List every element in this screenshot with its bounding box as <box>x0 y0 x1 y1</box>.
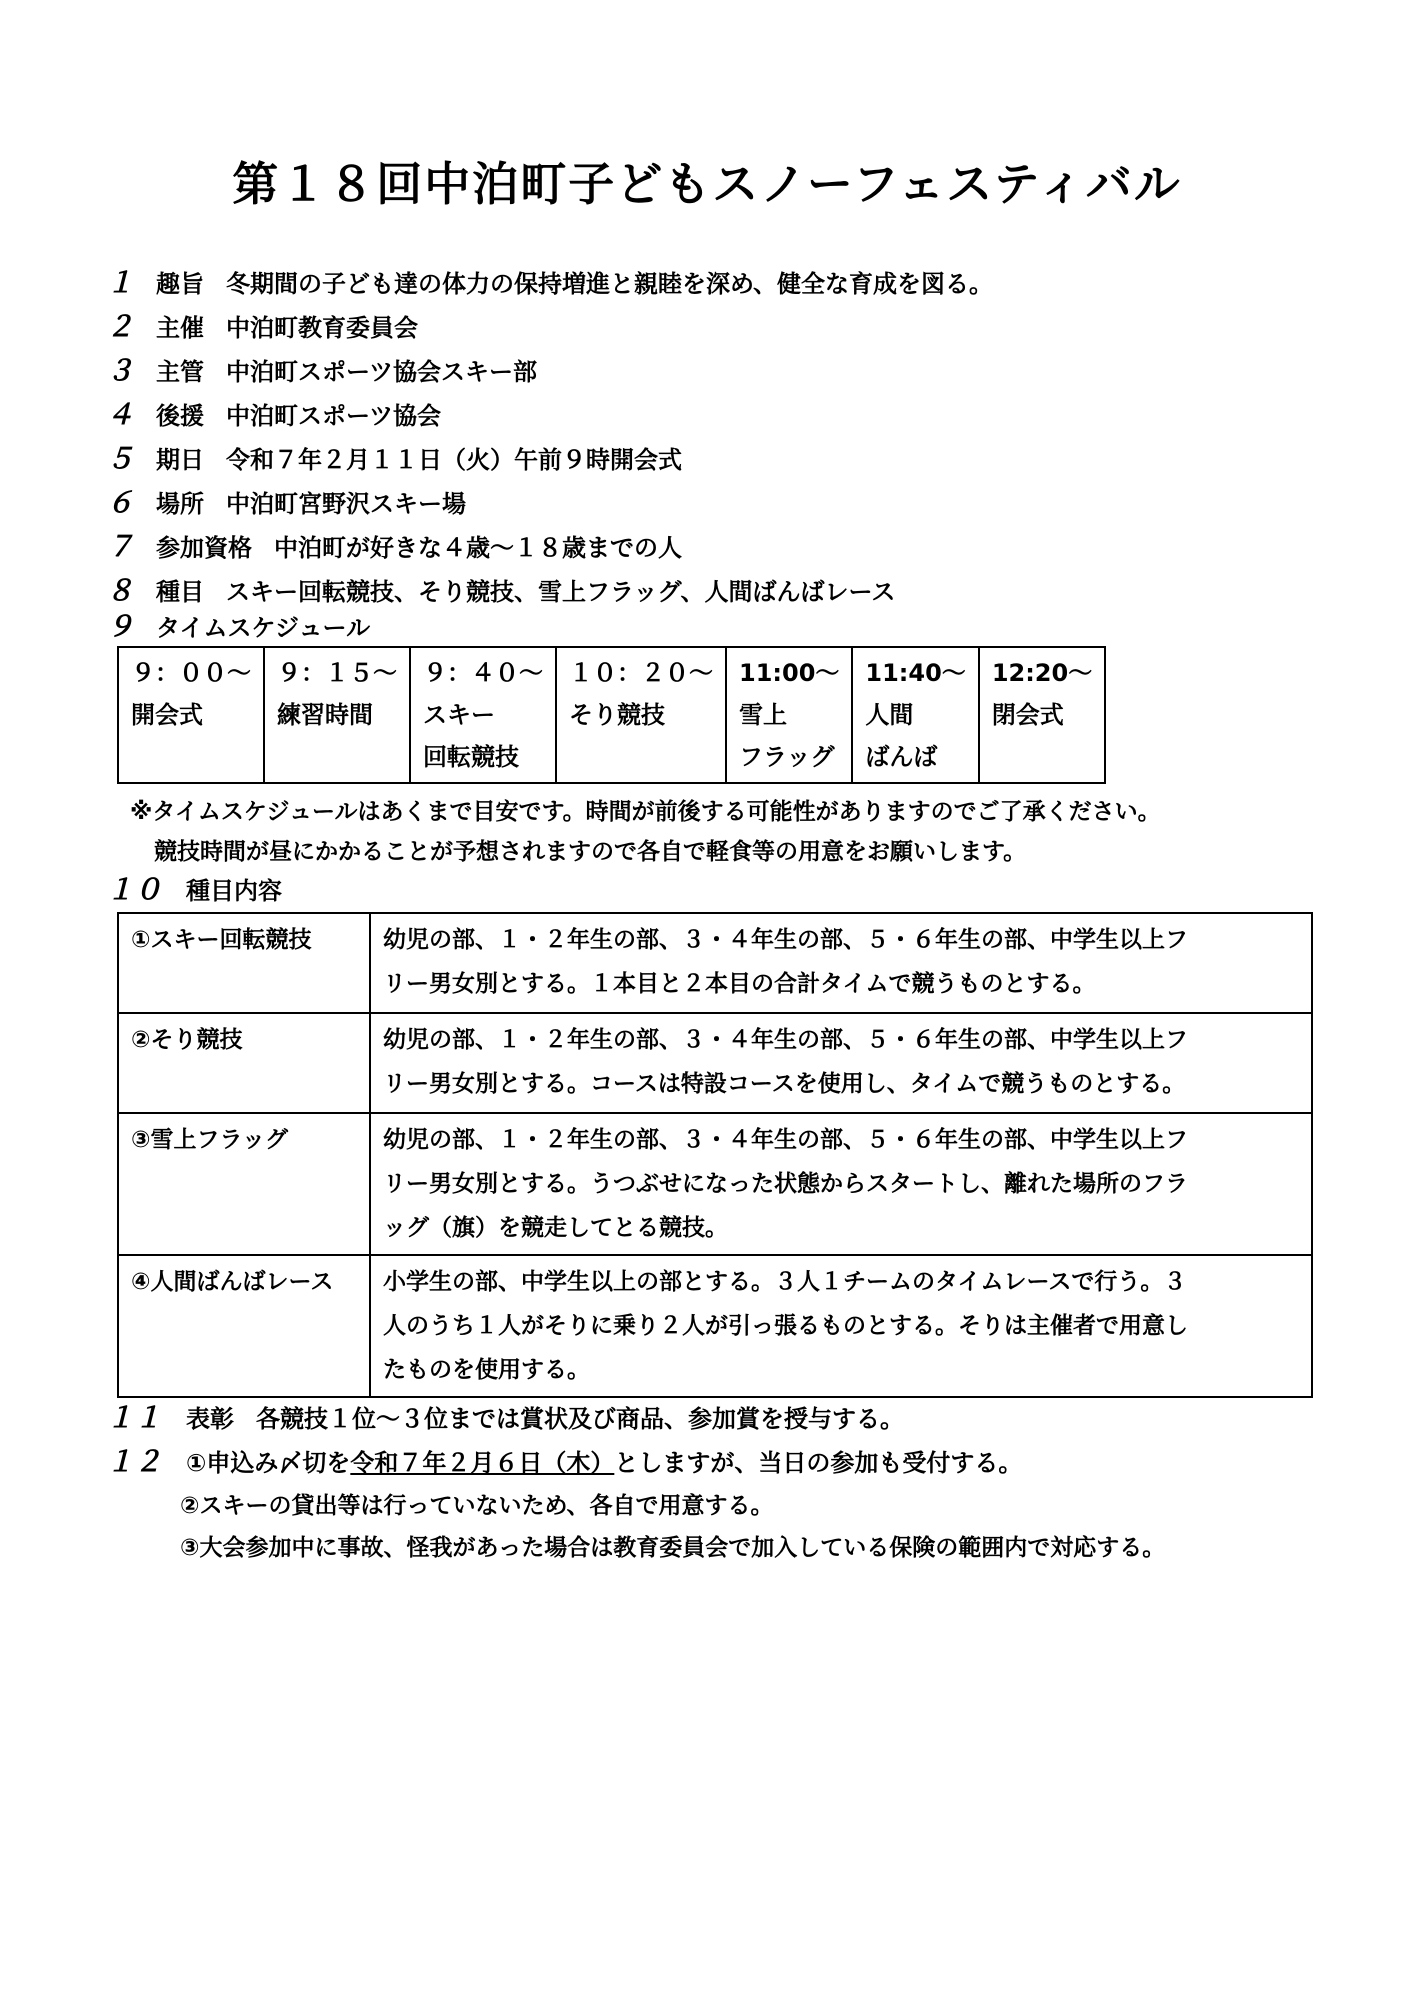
item-number: ４ <box>106 398 135 431</box>
schedule-event: 閉会式 <box>991 701 1064 729</box>
item-text: 中泊町スポーツ協会 <box>226 402 442 430</box>
schedule-time: ９：４０～ <box>423 659 543 687</box>
event-desc-line: 幼児の部、１・２年生の部、３・４年生の部、５・６年生の部、中学生以上フ <box>383 1127 1188 1153</box>
item-label: 後援 <box>156 402 204 430</box>
item-text: スキー回転競技、そり競技、雪上フラッグ、人間ばんばレース <box>226 578 896 606</box>
item-text: 中泊町教育委員会 <box>226 314 418 342</box>
schedule-cell <box>264 647 410 783</box>
item-label: 主管 <box>156 358 204 386</box>
schedule-note: ※タイムスケジュールはあくまで目安です。時間が前後する可能性がありますのでご了承ください。 <box>130 799 1161 825</box>
item-number: ６ <box>106 486 135 519</box>
note-text: ①申込み〆切を <box>186 1449 351 1477</box>
item-number: ３ <box>106 354 135 387</box>
item-text: 中泊町が好きな４歳～１８歳までの人 <box>274 534 682 562</box>
schedule-event: フラッグ <box>739 743 835 771</box>
event-description <box>370 1255 1312 1397</box>
item-label: 場所 <box>156 490 204 518</box>
event-name: ③雪上フラッグ <box>118 1113 370 1255</box>
schedule-cell <box>852 647 978 783</box>
item-number: ５ <box>106 442 135 475</box>
event-name: ①スキー回転競技 <box>118 913 370 1013</box>
item-number: ７ <box>106 530 135 563</box>
event-desc-line: リー男女別とする。コースは特設コースを使用し、タイムで競うものとする。 <box>383 1071 1186 1097</box>
schedule-cell <box>410 647 556 783</box>
note-text: としますが、当日の参加も受付する。 <box>614 1449 1023 1477</box>
deadline-date: 令和７年２月６日（木） <box>350 1449 615 1477</box>
schedule-event: 練習時間 <box>277 701 373 729</box>
item-label: タイムスケジュール <box>156 614 371 642</box>
event-desc-line: リー男女別とする。うつぶせになった状態からスタートし、離れた場所のフラ <box>383 1171 1188 1197</box>
item-purpose <box>106 265 993 301</box>
item-support <box>106 397 441 433</box>
item-text: 各競技１位～３位までは賞状及び商品、参加賞を授与する。 <box>256 1405 904 1433</box>
page-title: 第１８回中泊町子どもスノーフェスティバル <box>232 157 1182 211</box>
item-number: ９ <box>106 610 135 643</box>
item-number: １２ <box>106 1445 163 1478</box>
schedule-event: 開会式 <box>131 701 203 729</box>
item-number: １１ <box>106 1401 163 1434</box>
item-label: 期日 <box>156 446 204 474</box>
schedule-event: ばんば <box>865 743 938 771</box>
item-number: １０ <box>106 873 163 906</box>
item-organizer <box>106 309 418 345</box>
schedule-note: 競技時間が昼にかかることが予想されますので各自で軽食等の用意をお願いします。 <box>154 839 1027 865</box>
table-row <box>118 1255 1312 1397</box>
event-description <box>370 1013 1312 1113</box>
item-number: １ <box>106 266 135 299</box>
event-desc-line: 人のうち１人がそりに乗り２人が引っ張るものとする。そりは主催者で用意し <box>383 1313 1188 1339</box>
event-desc-line: 幼児の部、１・２年生の部、３・４年生の部、５・６年生の部、中学生以上フ <box>383 927 1188 953</box>
item-label: 趣旨 <box>156 270 204 298</box>
event-name: ②そり競技 <box>118 1013 370 1113</box>
item-manager <box>106 353 537 389</box>
schedule-cell <box>726 647 852 783</box>
table-row <box>118 647 1105 783</box>
schedule-event: 雪上 <box>739 701 787 729</box>
item-events <box>106 573 895 609</box>
event-name: ④人間ばんばレース <box>118 1255 370 1397</box>
item-label: 種目内容 <box>186 877 282 905</box>
schedule-time: 11:40～ <box>865 659 966 687</box>
item-label: 参加資格 <box>156 534 252 562</box>
item-text: 冬期間の子ども達の体力の保持増進と親睦を深め、健全な育成を図る。 <box>226 270 994 298</box>
item-schedule-heading <box>106 609 370 645</box>
schedule-table <box>117 646 1106 784</box>
item-number: ２ <box>106 310 135 343</box>
table-row <box>118 913 1312 1013</box>
schedule-time: １０：２０～ <box>569 659 713 687</box>
schedule-time: ９：００～ <box>131 659 251 687</box>
events-table <box>117 912 1313 1398</box>
item-label: 主催 <box>156 314 204 342</box>
schedule-cell <box>979 647 1105 783</box>
event-description <box>370 913 1312 1013</box>
note-line: ②スキーの貸出等は行っていないため、各自で用意する。 <box>180 1493 774 1519</box>
item-label: 表彰 <box>186 1405 234 1433</box>
item-text: 中泊町宮野沢スキー場 <box>226 490 466 518</box>
event-desc-line: 幼児の部、１・２年生の部、３・４年生の部、５・６年生の部、中学生以上フ <box>383 1027 1188 1053</box>
schedule-event: スキー <box>423 701 495 729</box>
event-desc-line: たものを使用する。 <box>383 1357 590 1383</box>
item-text: 令和７年２月１１日（火）午前９時開会式 <box>226 446 682 474</box>
schedule-cell <box>118 647 264 783</box>
schedule-time: ９：１５～ <box>277 659 397 687</box>
schedule-time: 11:00～ <box>739 659 840 687</box>
note-line: ③大会参加中に事故、怪我があった場合は教育委員会で加入している保険の範囲内で対応する。 <box>180 1535 1166 1561</box>
section-awards <box>106 1400 904 1436</box>
table-row <box>118 1013 1312 1113</box>
event-desc-line: リー男女別とする。１本目と２本目の合計タイムで競うものとする。 <box>383 971 1096 997</box>
item-date <box>106 441 682 477</box>
schedule-event: そり競技 <box>569 701 665 729</box>
table-row <box>118 1113 1312 1255</box>
item-text: 中泊町スポーツ協会スキー部 <box>226 358 538 386</box>
schedule-cell <box>556 647 726 783</box>
event-desc-line: 小学生の部、中学生以上の部とする。３人１チームのタイムレースで行う。３ <box>383 1269 1187 1295</box>
section-event-details-heading <box>106 872 282 908</box>
item-venue <box>106 485 466 521</box>
item-number: ８ <box>106 574 135 607</box>
schedule-event: 人間 <box>865 701 914 729</box>
item-eligibility <box>106 529 682 565</box>
event-description <box>370 1113 1312 1255</box>
section-notes <box>106 1444 1022 1480</box>
schedule-time: 12:20～ <box>991 659 1093 687</box>
item-label: 種目 <box>156 578 204 606</box>
event-desc-line: ッグ（旗）を競走してとる競技。 <box>383 1215 728 1241</box>
schedule-event: 回転競技 <box>423 743 519 771</box>
